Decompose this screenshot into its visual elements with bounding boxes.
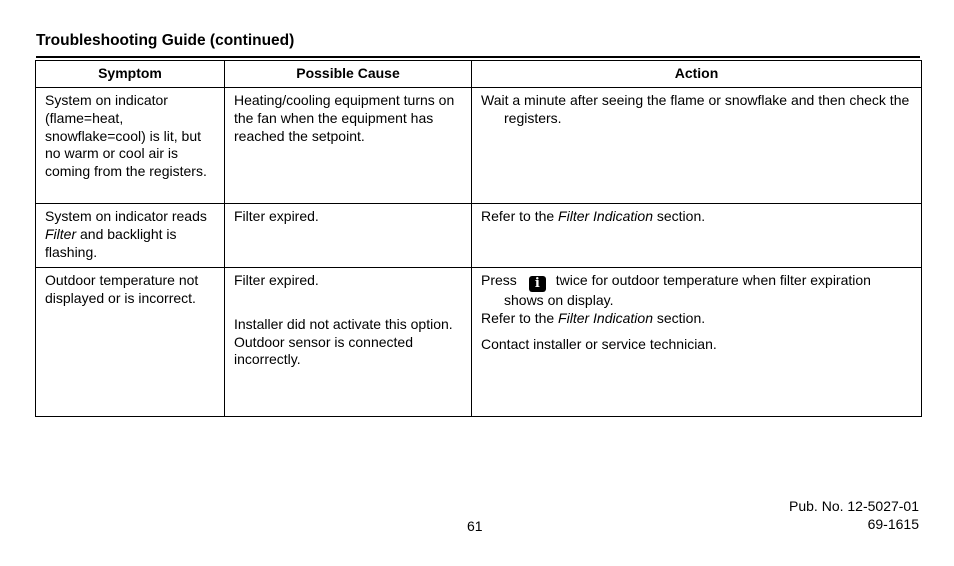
- table-row: [36, 88, 922, 204]
- table-row: [36, 204, 922, 268]
- cause-cell: [225, 268, 472, 417]
- table-header-row: [36, 61, 922, 88]
- symptom-text-suffix: and backlight is flashing.: [45, 225, 177, 260]
- action-text-2: Contact installer or service technician.: [481, 335, 717, 352]
- doc-number: 69-1615: [867, 516, 919, 532]
- symptom-text: Outdoor temperature not displayed or is incorrect.: [45, 272, 199, 306]
- pub-number: Pub. No. 12-5027-01: [789, 498, 919, 514]
- filter-indication-reference: Filter Indication: [558, 309, 653, 326]
- action-text-1b-suffix: section.: [652, 309, 706, 326]
- symptom-cell: [36, 88, 225, 204]
- cause-spacer: [234, 290, 463, 316]
- symptom-cell: [36, 268, 225, 417]
- column-header-action: Action: [472, 61, 922, 88]
- action-text: Wait a minute after seeing the flame or snowflake and then check the registers.: [481, 92, 910, 126]
- title-rule: [36, 56, 920, 58]
- action-cell: [472, 204, 922, 268]
- action-cell: [472, 268, 922, 417]
- table-row: [36, 268, 922, 417]
- action-text: [481, 208, 913, 226]
- action-text-1: [481, 272, 913, 310]
- cause-text-2: Installer did not activate this option. Outdoor sensor is connected incorrectly.: [234, 315, 453, 368]
- symptom-text: System on indicator (flame=heat, snowflake=cool) is lit, but no warm or cool air is coming from the registers.: [45, 92, 207, 180]
- action-cell: [472, 88, 922, 204]
- cause-text-1: Filter expired.: [234, 272, 319, 288]
- publication-info: [789, 497, 919, 533]
- action-text-1b-prefix: Refer to the: [481, 309, 559, 326]
- cause-cell: [225, 88, 472, 204]
- page-title: Troubleshooting Guide (continued): [36, 32, 295, 49]
- cause-cell: [225, 204, 472, 268]
- info-button-icon: i: [529, 276, 546, 292]
- action-text-1-suffix: twice for outdoor temperature when filter expiration shows on display.: [504, 272, 871, 308]
- action-text-prefix: Refer to the: [481, 208, 559, 224]
- symptom-text-italic: Filter: [45, 225, 77, 242]
- page-number: 61: [467, 518, 483, 534]
- symptom-text-prefix: System on indicator reads: [45, 208, 207, 224]
- action-text-1b: [481, 310, 913, 328]
- troubleshooting-table: [35, 60, 922, 417]
- column-header-symptom: Symptom: [36, 61, 225, 88]
- cause-text: Filter expired.: [234, 208, 319, 224]
- filter-indication-reference: Filter Indication: [558, 208, 653, 224]
- column-header-possible-cause: Possible Cause: [225, 61, 472, 88]
- cause-text: Heating/cooling equipment turns on the fan when the equipment has reached the setpoint.: [234, 92, 455, 144]
- action-press-label: Press: [481, 272, 517, 288]
- action-text-suffix: section.: [652, 208, 706, 224]
- action-spacer: [481, 328, 913, 336]
- symptom-cell: [36, 204, 225, 268]
